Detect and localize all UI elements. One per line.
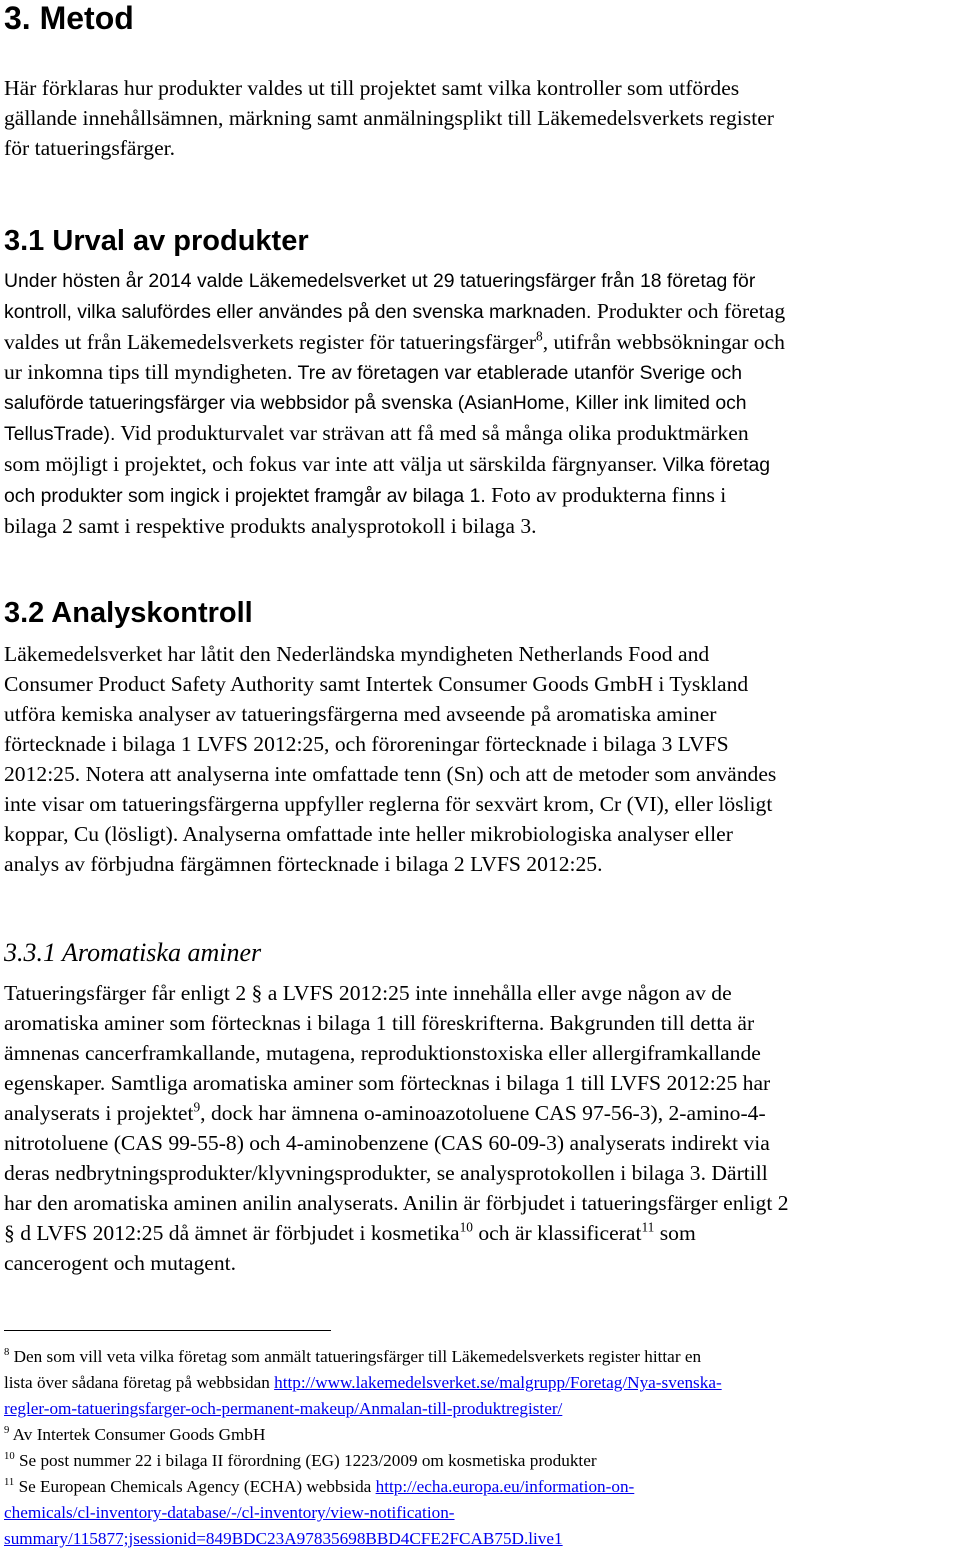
intro-line-2: gällande innehållsämnen, märkning samt anmälningsplikt till Läkemedelsverkets register (4, 106, 774, 130)
arom-line-8: har den aromatiska aminen anilin analyserats. Anilin är förbjudet i tatueringsfärger enligt 2 (4, 1191, 789, 1215)
section-heading-analyskontroll: 3.2 Analyskontroll (4, 597, 253, 629)
footnote-8-link-part-2[interactable]: regler-om-tatueringsfarger-och-permanent-makeup/Anmalan-till-produktregister/ (4, 1399, 563, 1418)
subsection-heading-aromatiska-aminer: 3.3.1 Aromatiska aminer (4, 938, 262, 967)
aromatiska-paragraph (4, 978, 956, 1278)
footnote-10-number: 10 (4, 1451, 15, 1463)
urval-line-4b: Tre av företagen var etablerade utanför Sverige och (292, 362, 742, 384)
urval-line-4: ur inkomna tips till myndigheten. (4, 360, 293, 384)
arom-line-6: nitrotoluene (CAS 99-55-8) och 4-aminobenzene (CAS 60-09-3) analyserats indirekt via (4, 1131, 770, 1155)
urval-paragraph (4, 266, 956, 541)
arom-line-9b: och är klassificerat (472, 1221, 642, 1245)
analys-line-7: koppar, Cu (lösligt). Analyserna omfattade inte heller mikrobiologiska analyser eller (4, 822, 733, 846)
urval-line-5: saluförde tatueringsfärger via webbsidor på svenska (AsianHome, Killer ink limited och (4, 392, 747, 414)
urval-line-8b: Foto av produkterna finns i (485, 483, 727, 507)
footnote-11-link-part-3[interactable]: summary/115877;jsessionid=849BDC23A97835698BBD4CFE2FCAB75D.live1 (4, 1529, 563, 1548)
main-heading: 3. Metod (4, 0, 134, 36)
footnote-8-line-3 (4, 1396, 956, 1422)
urval-line-3b: , utifrån webbsökningar och (542, 330, 785, 354)
footnote-11-link-part-1[interactable]: http://echa.europa.eu/information-on- (375, 1477, 635, 1496)
footnote-11-line-1 (4, 1474, 956, 1500)
intro-line-1: Här förklaras hur produkter valdes ut till projektet samt vilka kontroller som utfördes (4, 76, 740, 100)
arom-line-4: egenskaper. Samtliga aromatiska aminer som förtecknas i bilaga 1 till LVFS 2012:25 har (4, 1071, 771, 1095)
analys-line-2: Consumer Product Safety Authority samt Intertek Consumer Goods GmbH i Tyskland (4, 672, 749, 696)
arom-line-7: deras nedbrytningsprodukter/klyvningsprodukter, se analysprotokollen i bilaga 3. Därtill (4, 1161, 768, 1185)
footnote-divider (4, 1330, 331, 1331)
arom-line-10: cancerogent och mutagent. (4, 1251, 237, 1275)
arom-line-5a: analyserats i projektet (4, 1101, 194, 1125)
urval-line-1: Under hösten år 2014 valde Läkemedelsverket ut 29 tatueringsfärger från 18 företag för (4, 270, 756, 292)
urval-line-8: och produkter som ingick i projektet framgår av bilaga 1. (4, 485, 486, 507)
arom-line-3: ämnenas cancerframkallande, mutagena, reproduktionstoxiska eller allergiframkallande (4, 1041, 761, 1065)
footnote-8-number: 8 (4, 1347, 10, 1359)
footnote-ref-11[interactable]: 11 (641, 1219, 655, 1235)
footnote-ref-10[interactable]: 10 (459, 1219, 473, 1235)
footnote-9-number: 9 (4, 1425, 10, 1437)
footnote-8-text: Den som vill veta vilka företag som anmält tatueringsfärger till Läkemedelsverkets register hittar en (9, 1347, 702, 1366)
analyskontroll-paragraph (4, 639, 956, 879)
footnote-ref-9[interactable]: 9 (193, 1099, 201, 1115)
footnote-8-line-1 (4, 1344, 956, 1370)
analys-line-1: Läkemedelsverket har låtit den Nederländska myndigheten Netherlands Food and (4, 642, 710, 666)
footnote-11-link-part-2[interactable]: chemicals/cl-inventory-database/-/cl-inventory/view-notification- (4, 1503, 455, 1522)
footnote-11-number: 11 (4, 1477, 15, 1489)
urval-line-6: TellusTrade). (4, 423, 116, 445)
footnote-11-text: Se European Chemicals Agency (ECHA) webbsida (14, 1477, 376, 1496)
footnote-10-text: Se post nummer 22 i bilaga II förordning (EG) 1223/2009 om kosmetiska produkter (14, 1451, 597, 1470)
footnote-9-text: Av Intertek Consumer Goods GmbH (9, 1425, 266, 1444)
urval-line-2: kontroll, vilka salufördes eller användes på den svenska marknaden. (4, 301, 592, 323)
analys-line-6: inte visar om tatueringsfärgerna uppfyller reglerna för sexvärt krom, Cr (VI), eller lösligt (4, 792, 773, 816)
arom-line-9a: § d LVFS 2012:25 då ämnet är förbjudet i kosmetika (4, 1221, 460, 1245)
footnote-8-line-2 (4, 1370, 956, 1396)
footnotes (4, 1344, 956, 1552)
urval-line-7b: Vilka företag (657, 454, 771, 476)
footnote-9 (4, 1422, 956, 1448)
footnote-8-text-2: lista över sådana företag på webbsidan (4, 1373, 275, 1392)
urval-line-6b: Vid produkturvalet var strävan att få med så många olika produktmärken (115, 421, 749, 445)
footnote-8-link-part-1[interactable]: http://www.lakemedelsverket.se/malgrupp/Foretag/Nya-svenska- (274, 1373, 722, 1392)
urval-line-9: bilaga 2 samt i respektive produkts analysprotokoll i bilaga 3. (4, 514, 537, 538)
analys-line-4: förtecknade i bilaga 1 LVFS 2012:25, och föroreningar förtecknade i bilaga 3 LVFS (4, 732, 729, 756)
arom-line-1: Tatueringsfärger får enligt 2 § a LVFS 2012:25 inte innehålla eller avge någon av de (4, 981, 732, 1005)
intro-line-3: för tatueringsfärger. (4, 136, 176, 160)
urval-line-3a: valdes ut från Läkemedelsverkets register för tatueringsfärger (4, 330, 537, 354)
arom-line-9c: som (654, 1221, 696, 1245)
footnote-11-line-3 (4, 1526, 956, 1552)
section-heading-urval: 3.1 Urval av produkter (4, 225, 309, 257)
urval-line-2b: Produkter och företag (591, 299, 786, 323)
footnote-11-line-2 (4, 1500, 956, 1526)
analys-line-8: analys av förbjudna färgämnen förtecknade i bilaga 2 LVFS 2012:25. (4, 852, 603, 876)
intro-paragraph (4, 73, 956, 163)
analys-line-3: utföra kemiska analyser av tatueringsfärgerna med avseende på aromatiska aminer (4, 702, 717, 726)
urval-line-7: som möjligt i projektet, och fokus var inte att välja ut särskilda färgnyanser. (4, 452, 658, 476)
analys-line-5: 2012:25. Notera att analyserna inte omfattade tenn (Sn) och att de metoder som användes (4, 762, 777, 786)
footnote-10 (4, 1448, 956, 1474)
arom-line-2: aromatiska aminer som förtecknas i bilaga 1 till föreskrifterna. Bakgrunden till detta är (4, 1011, 755, 1035)
arom-line-5b: , dock har ämnena o-aminoazotoluene CAS 97-56-3), 2-amino-4- (200, 1101, 766, 1125)
footnote-ref-8[interactable]: 8 (536, 328, 543, 344)
